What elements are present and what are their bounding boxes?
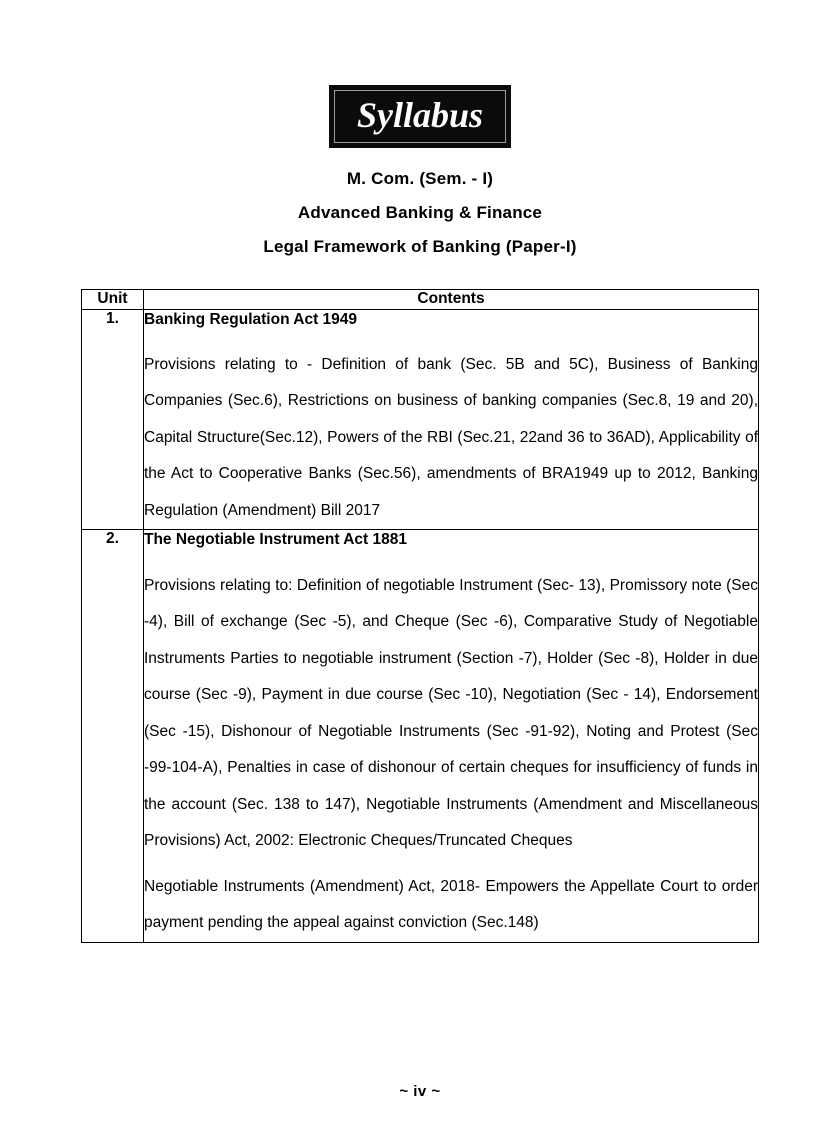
- unit-heading: Banking Regulation Act 1949: [144, 310, 358, 328]
- paper-title: Legal Framework of Banking (Paper-I): [263, 237, 577, 256]
- syllabus-logo-banner: [0, 85, 840, 148]
- table-row: [82, 309, 759, 530]
- column-header-unit: Unit: [82, 290, 144, 310]
- course-title: M. Com. (Sem. - I): [346, 169, 494, 188]
- logo-inner-border: [334, 90, 506, 143]
- column-header-contents: Contents: [144, 290, 759, 310]
- unit-paragraph: Provisions relating to - Definition of bank (Sec. 5B and 5C), Business of Banking Companies (Sec.6), Restrictions on business of banking companies (Sec.8, 19 and 20), Capital Structure(Sec.12), Powers of the RBI (Sec.21, 22and 36 to 36AD), Applicability of the Act to Cooperative Banks (Sec.56), amendments of BRA1949 up to 2012, Banking Regulation (Amendment) Bill 2017: [144, 355, 758, 519]
- unit-contents: [144, 530, 759, 942]
- page-number: ~ iv ~: [399, 1083, 441, 1100]
- unit-number: 2.: [82, 530, 144, 942]
- title-block: [0, 162, 840, 264]
- syllabus-table: [81, 289, 759, 943]
- page-footer: [0, 1083, 840, 1100]
- table-header-row: [82, 290, 759, 310]
- unit-heading: The Negotiable Instrument Act 1881: [144, 531, 407, 549]
- unit-contents: [144, 309, 759, 530]
- unit-number: 1.: [82, 309, 144, 530]
- table-row: [82, 530, 759, 942]
- program-title: Advanced Banking & Finance: [297, 203, 543, 222]
- unit-paragraph: Provisions relating to: Definition of negotiable Instrument (Sec- 13), Promissory note (Sec -4), Bill of exchange (Sec -5), and Cheque (Sec -6), Comparative Study of Negotiable Instruments Parties to negotiable instrument (Section -7), Holder (Sec -8), Holder in due course (Sec -9), Payment in due course (Sec -10), Negotiation (Sec - 14), Endorsement (Sec -15), Dishonour of Negotiable Instruments (Sec -91-92), Noting and Protest (Sec -99-104-A), Penalties in case of dishonour of certain cheques for insufficiency of funds in the account (Sec. 138 to 147), Negotiable Instruments (Amendment and Miscellaneous Provisions) Act, 2002: Electronic Cheques/Truncated Cheques: [144, 576, 758, 850]
- unit-paragraph: Negotiable Instruments (Amendment) Act, 2018- Empowers the Appellate Court to order payment pending the appeal against conviction (Sec.148): [144, 877, 758, 932]
- logo-text: Syllabus: [356, 95, 484, 135]
- logo-box: [329, 85, 511, 148]
